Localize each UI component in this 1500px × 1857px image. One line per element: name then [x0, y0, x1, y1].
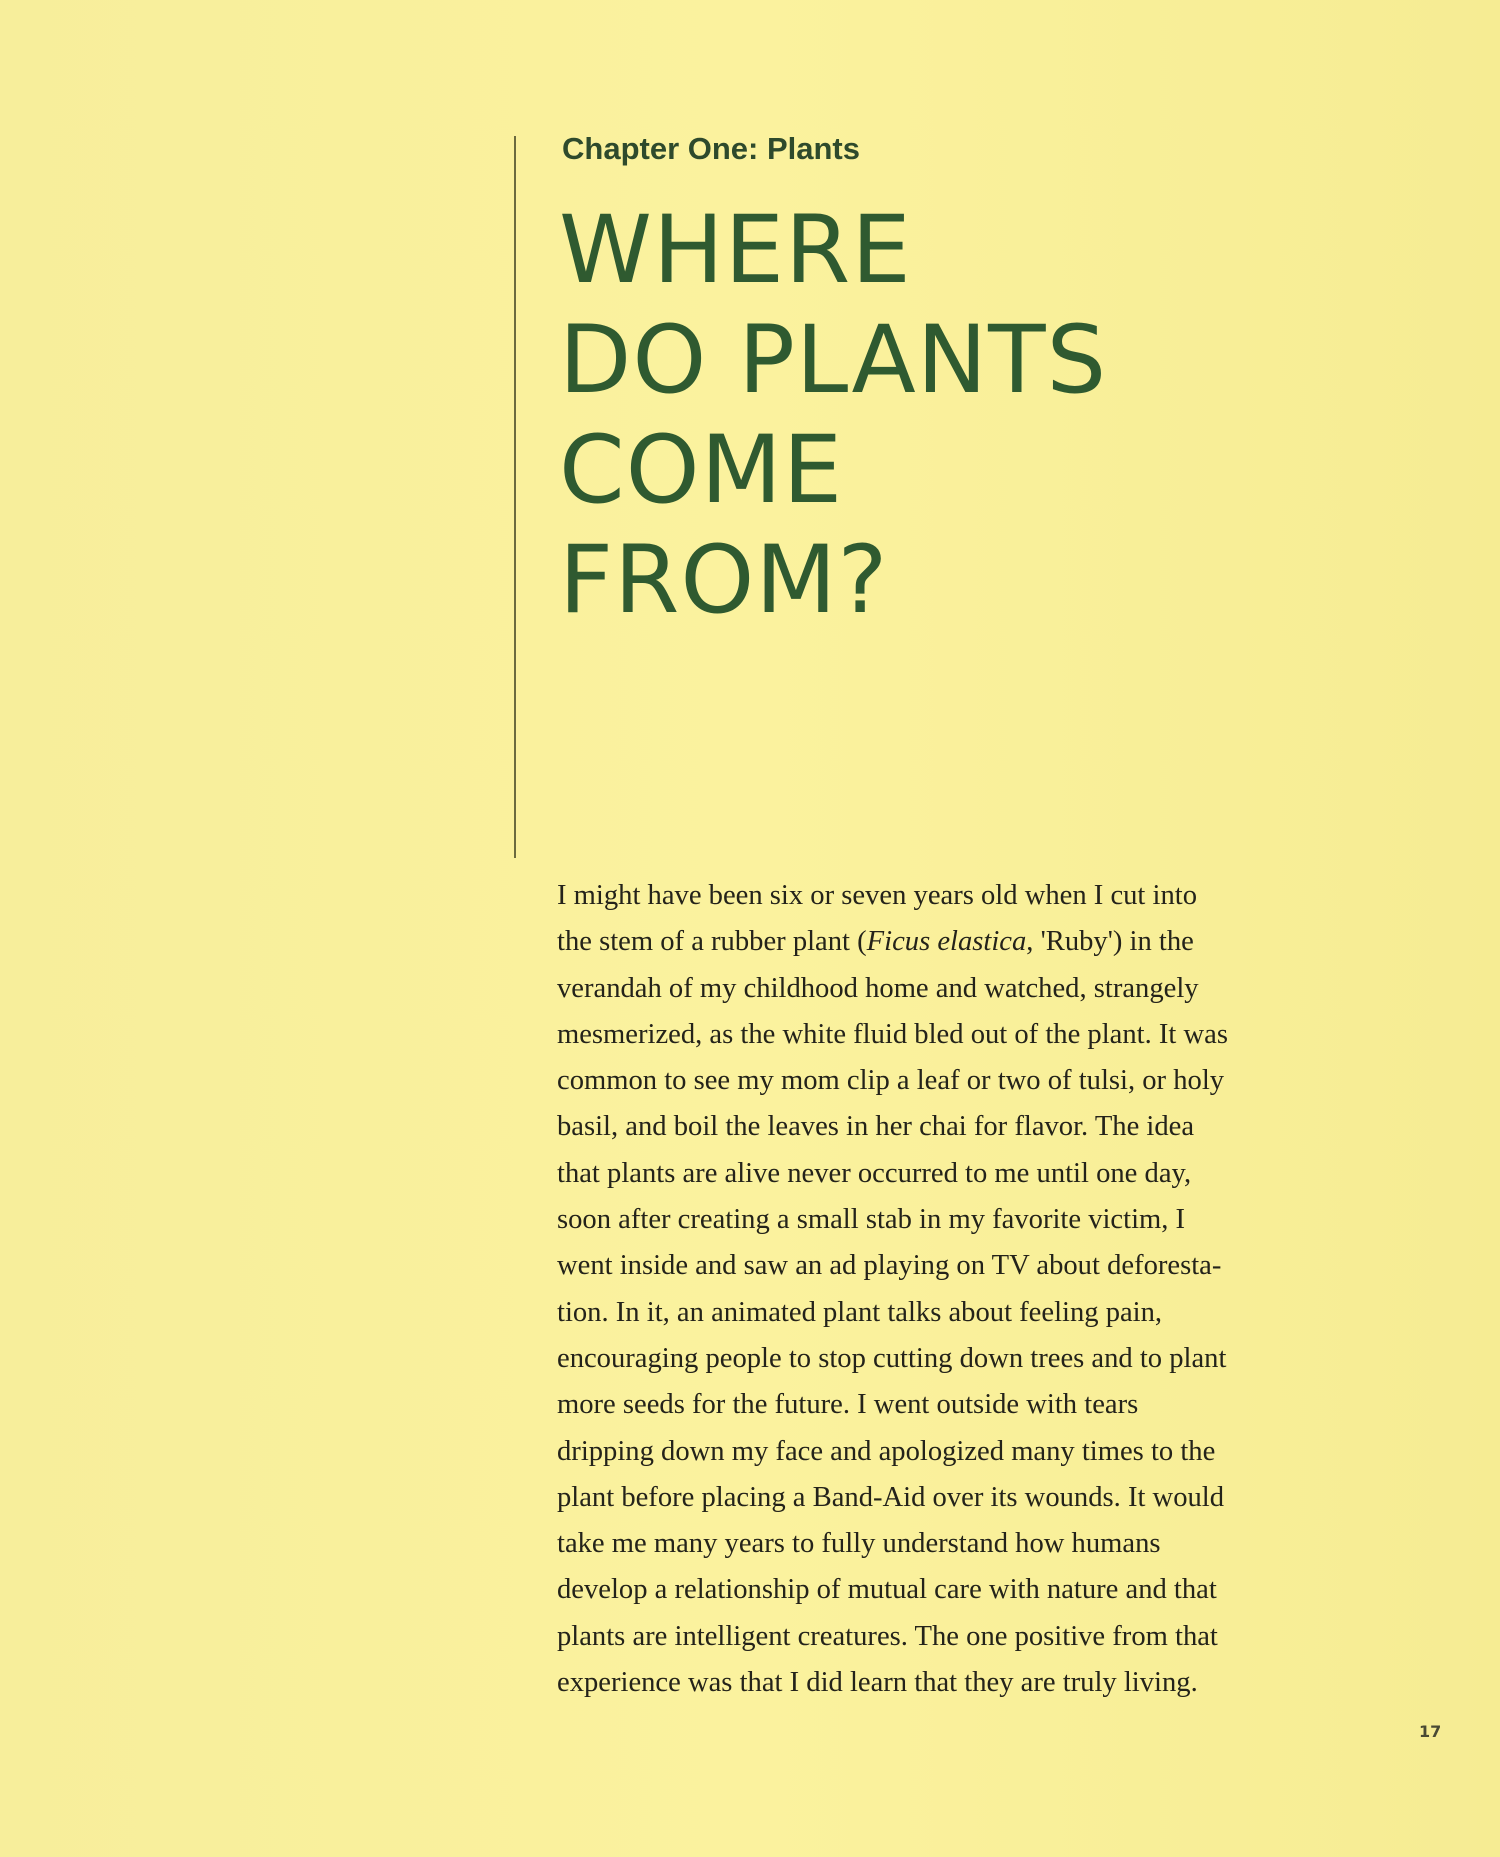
body-line-segment: , 'Ruby') in the — [1026, 926, 1194, 958]
page-number: 17 — [1419, 1722, 1442, 1741]
body-line: went inside and saw an ad playing on TV about deforesta- — [557, 1250, 1222, 1282]
title-line: DO PLANTS — [559, 306, 1108, 415]
chapter-label: Chapter One: Plants — [562, 131, 860, 166]
body-line: mesmerized, as the white fluid bled out of the plant. It was — [557, 1018, 1228, 1050]
body-line: plants are intelligent creatures. The one positive from that — [557, 1620, 1218, 1652]
body-line: take me many years to fully understand how humans — [557, 1528, 1161, 1560]
body-line: encouraging people to stop cutting down trees and to plant — [557, 1342, 1227, 1374]
chapter-title — [559, 196, 1107, 636]
title-line: WHERE — [559, 196, 912, 305]
body-line: develop a relationship of mutual care with nature and that — [557, 1574, 1217, 1606]
body-line-segment: the stem of a rubber plant ( — [557, 926, 867, 958]
body-line: basil, and boil the leaves in her chai for flavor. The idea — [557, 1111, 1195, 1143]
body-line: common to see my mom clip a leaf or two of tulsi, or holy — [557, 1065, 1225, 1097]
title-line: FROM? — [559, 526, 889, 635]
body-paragraph — [557, 873, 1357, 1706]
body-line: more seeds for the future. I went outside with tears — [557, 1389, 1139, 1421]
body-line: verandah of my childhood home and watched, strangely — [557, 972, 1199, 1004]
body-line: tion. In it, an animated plant talks about feeling pain, — [557, 1296, 1163, 1328]
body-line: plant before placing a Band-Aid over its wounds. It would — [557, 1481, 1225, 1513]
body-line — [557, 919, 1357, 965]
body-line: that plants are alive never occurred to me until one day, — [557, 1157, 1192, 1189]
title-line: COME — [559, 416, 844, 525]
vertical-divider — [514, 136, 516, 858]
body-line: dripping down my face and apologized many times to the — [557, 1435, 1216, 1467]
botanical-name: Ficus elastica — [866, 926, 1027, 958]
body-line: experience was that I did learn that they are truly living. — [557, 1667, 1198, 1699]
body-line: I might have been six or seven years old when I cut into — [557, 880, 1198, 911]
body-line: soon after creating a small stab in my favorite victim, I — [557, 1204, 1186, 1236]
